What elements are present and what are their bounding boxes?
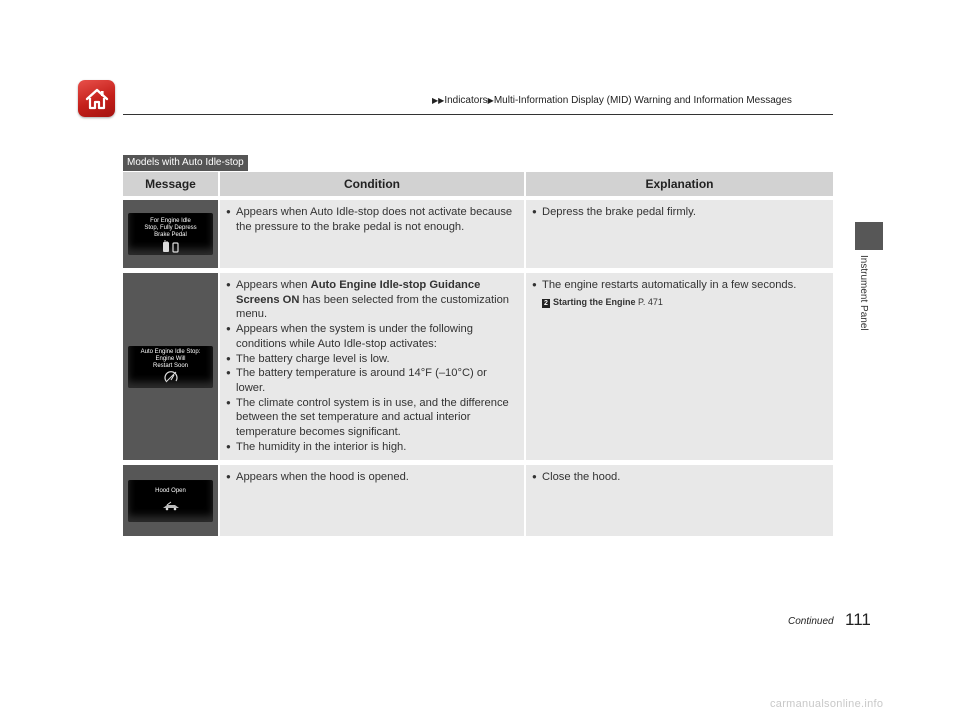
header-rule bbox=[123, 114, 833, 115]
model-tag: Models with Auto Idle-stop bbox=[123, 155, 248, 171]
message-image-cell bbox=[123, 273, 218, 460]
condition-item: ● Appears when Auto Idle-stop does not activate because the pressure to the brake pedal is not enough. bbox=[226, 205, 518, 234]
condition-item: ● Appears when Auto Engine Idle-stop Guidance Screens ON has been selected from the customization menu. bbox=[226, 278, 518, 322]
condition-item: ● The battery charge level is low. bbox=[226, 352, 518, 367]
table-header-row bbox=[123, 172, 833, 196]
condition-item: ● The climate control system is in use, and the difference between the set temperature and actual interior temperature becomes significant. bbox=[226, 396, 518, 440]
table-row bbox=[123, 200, 833, 268]
watermark: carmanualsonline.info bbox=[770, 698, 884, 710]
page-reference-link[interactable] bbox=[532, 296, 827, 308]
hood-open-icon bbox=[162, 501, 180, 511]
condition-item: ● The humidity in the interior is high. bbox=[226, 440, 518, 455]
chapter-tab-marker[interactable] bbox=[855, 222, 883, 250]
condition-item: ● Appears when the system is under the following conditions while Auto Idle-stop activates: bbox=[226, 322, 518, 351]
mid-screen bbox=[128, 213, 213, 255]
table-row bbox=[123, 465, 833, 536]
reference-arrow-icon: 2 bbox=[542, 299, 550, 308]
column-header-message: Message bbox=[123, 172, 218, 196]
breadcrumb-item-mid-messages[interactable]: Multi-Information Display (MID) Warning and Information Messages bbox=[493, 95, 792, 106]
explanation-cell bbox=[524, 273, 833, 460]
reference-page: P. 471 bbox=[638, 296, 663, 307]
breadcrumb-item-indicators[interactable]: Indicators bbox=[444, 95, 488, 106]
mid-screen-text: Hood Open bbox=[155, 487, 186, 494]
explanation-item: ● The engine restarts automatically in a few seconds. bbox=[532, 278, 827, 293]
breadcrumb-arrow-icon: ▶ bbox=[487, 96, 494, 105]
explanation-cell bbox=[524, 200, 833, 268]
column-header-condition: Condition bbox=[218, 172, 524, 196]
breadcrumb-arrow-icon: ▶▶ bbox=[432, 96, 445, 105]
continued-label: Continued bbox=[788, 616, 834, 627]
condition-cell bbox=[218, 465, 524, 536]
setting-name: Auto Engine Idle-stop Guidance Screens ON bbox=[236, 279, 481, 306]
condition-cell bbox=[218, 200, 524, 268]
explanation-item: ● Close the hood. bbox=[532, 470, 827, 485]
mid-screen-text: For Engine Idle Stop, Fully Depress Brake Pedal bbox=[144, 218, 197, 238]
mid-screen-text: Auto Engine Idle Stop: Engine Will Restart Soon bbox=[140, 348, 201, 369]
column-header-explanation: Explanation bbox=[524, 172, 833, 196]
message-image-cell bbox=[123, 200, 218, 268]
home-button[interactable] bbox=[78, 80, 115, 117]
reference-title: Starting the Engine bbox=[553, 296, 636, 307]
breadcrumb bbox=[432, 95, 792, 106]
messages-table bbox=[123, 172, 833, 536]
condition-item: ● The battery temperature is around 14°F (–10°C) or lower. bbox=[226, 366, 518, 395]
chapter-label bbox=[857, 255, 869, 335]
message-image-cell bbox=[123, 465, 218, 536]
condition-item: ● Appears when the hood is opened. bbox=[226, 470, 518, 485]
home-icon bbox=[84, 87, 110, 111]
mid-screen bbox=[128, 480, 213, 522]
condition-cell bbox=[218, 273, 524, 460]
brake-pedal-icon bbox=[161, 240, 181, 254]
explanation-cell bbox=[524, 465, 833, 536]
chapter-label-text: Instrument Panel bbox=[858, 255, 869, 331]
table-row bbox=[123, 273, 833, 460]
explanation-item: ● Depress the brake pedal firmly. bbox=[532, 205, 827, 220]
mid-screen bbox=[128, 346, 213, 388]
auto-idle-stop-icon bbox=[164, 371, 178, 383]
page-number: 111 bbox=[845, 610, 871, 629]
